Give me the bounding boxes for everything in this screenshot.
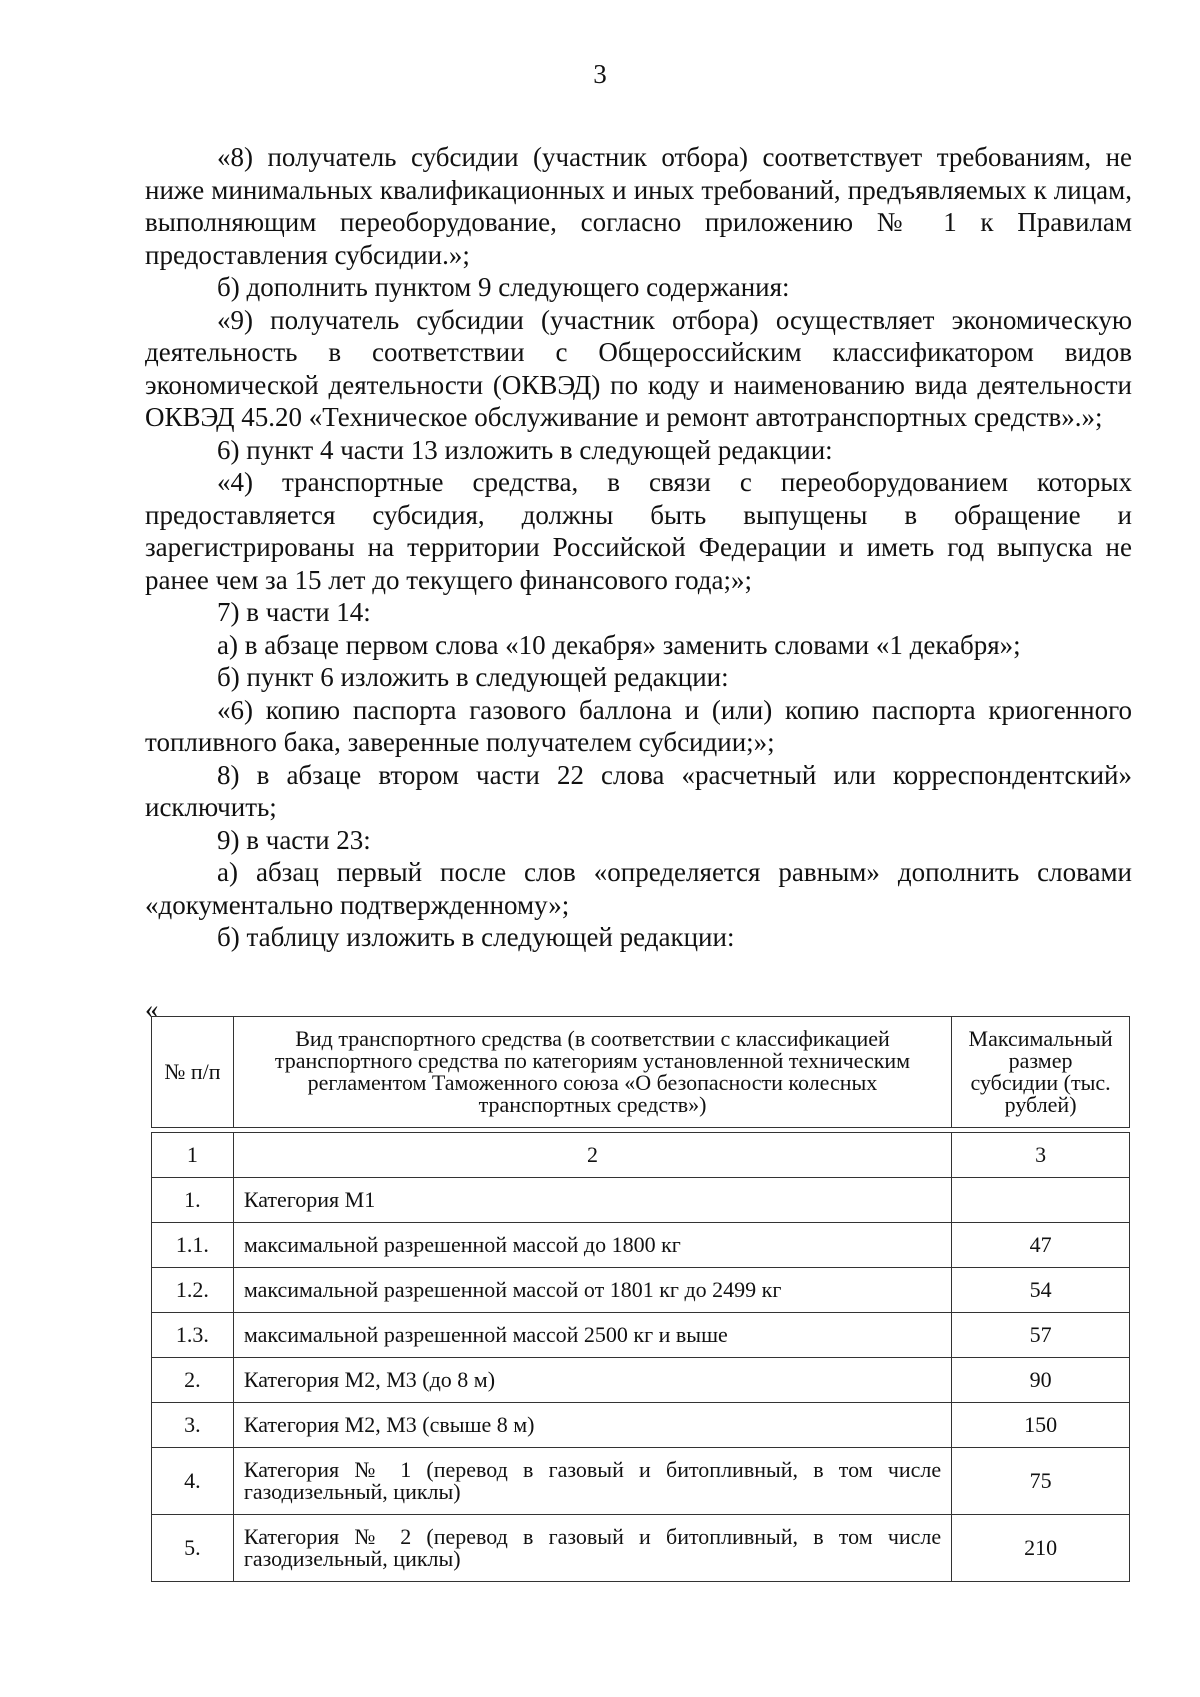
- paragraph: 6) пункт 4 части 13 изложить в следующей редакции:: [217, 434, 833, 465]
- table-row: [152, 1178, 1130, 1223]
- row-vehicle-type: максимальной разрешенной массой до 1800 кг: [233, 1223, 951, 1268]
- column-number-row: [152, 1133, 1130, 1178]
- column-number: 2: [233, 1133, 951, 1178]
- row-number: 3.: [152, 1403, 234, 1448]
- row-amount: 47: [952, 1223, 1130, 1268]
- row-number: 5.: [152, 1515, 234, 1582]
- table-header-row: [152, 1017, 1130, 1128]
- table-row: [152, 1268, 1130, 1313]
- paragraph: «4) транспортные средства, в связи с переоборудованием которых предоставляется субсидия, должны быть выпущены в обращение и зарегистрированы на территории Российской Федерации и иметь год выпуска не ранее чем за 15 лет до текущего финансового года;»;: [145, 467, 1132, 595]
- row-amount: 210: [952, 1515, 1130, 1582]
- body-text: [145, 141, 1132, 954]
- subsidy-table: [151, 1016, 1130, 1582]
- row-number: 4.: [152, 1448, 234, 1515]
- paragraph: 9) в части 23:: [217, 824, 371, 855]
- paragraph: а) абзац первый после слов «определяется равным» дополнить словами «документально подтвержденному»;: [145, 857, 1132, 920]
- row-number: 2.: [152, 1358, 234, 1403]
- row-vehicle-type: Категория № 1 (перевод в газовый и битопливный, в том числе газодизельный, циклы): [233, 1448, 951, 1515]
- row-vehicle-type: Категория М1: [233, 1178, 951, 1223]
- header-vehicle-type: Вид транспортного средства (в соответствии с классификацией транспортного средства по категориям установленной техническим регламентом Таможенного союза «О безопасности колесных транспортных средств»): [233, 1017, 951, 1128]
- row-amount: 75: [952, 1448, 1130, 1515]
- row-amount: 57: [952, 1313, 1130, 1358]
- column-number: 3: [952, 1133, 1130, 1178]
- row-number: 1.: [152, 1178, 234, 1223]
- opening-quote-mark: «: [145, 994, 159, 1024]
- row-amount: 54: [952, 1268, 1130, 1313]
- table-row: [152, 1358, 1130, 1403]
- paragraph: б) пункт 6 изложить в следующей редакции:: [217, 662, 729, 692]
- paragraph: «9) получатель субсидии (участник отбора) осуществляет экономическую деятельность в соответствии с Общероссийским классификатором видов экономической деятельности (ОКВЭД) по коду и наименованию вида деятельности ОКВЭД 45.20 «Техническое обслуживание и ремонт автотранспортных средств».»;: [145, 304, 1132, 432]
- row-vehicle-type: Категория № 2 (перевод в газовый и битопливный, в том числе газодизельный, циклы): [233, 1515, 951, 1582]
- row-vehicle-type: максимальной разрешенной массой 2500 кг и выше: [233, 1313, 951, 1358]
- row-number: 1.3.: [152, 1313, 234, 1358]
- table-row: [152, 1448, 1130, 1515]
- paragraph: б) дополнить пунктом 9 следующего содержания:: [217, 272, 790, 302]
- table-row: [152, 1515, 1130, 1582]
- row-vehicle-type: Категория М2, М3 (до 8 м): [233, 1358, 951, 1403]
- row-number: 1.1.: [152, 1223, 234, 1268]
- paragraph: 7) в части 14:: [217, 597, 371, 627]
- row-vehicle-type: максимальной разрешенной массой от 1801 кг до 2499 кг: [233, 1268, 951, 1313]
- page-number: 3: [593, 59, 607, 89]
- row-amount: 150: [952, 1403, 1130, 1448]
- header-max-subsidy: Максимальный размер субсидии (тыс. рублей): [952, 1017, 1130, 1128]
- row-vehicle-type: Категория М2, М3 (свыше 8 м): [233, 1403, 951, 1448]
- row-amount: [952, 1178, 1130, 1223]
- paragraph: «8) получатель субсидии (участник отбора) соответствует требованиям, не ниже минимальных квалификационных и иных требований, предъявляемых к лицам, выполняющим переоборудование, согласно приложению № 1 к Правилам предоставления субсидии.»;: [145, 142, 1132, 270]
- paragraph: 8) в абзаце втором части 22 слова «расчетный или корреспондентский» исключить;: [145, 759, 1132, 822]
- paragraph: б) таблицу изложить в следующей редакции:: [217, 922, 735, 952]
- paragraph: «6) копию паспорта газового баллона и (или) копию паспорта криогенного топливного бака, заверенные получателем субсидии;»;: [145, 694, 1132, 757]
- row-amount: 90: [952, 1358, 1130, 1403]
- table-row: [152, 1313, 1130, 1358]
- column-number: 1: [152, 1133, 234, 1178]
- row-number: 1.2.: [152, 1268, 234, 1313]
- header-number: № п/п: [152, 1017, 234, 1128]
- table-row: [152, 1223, 1130, 1268]
- paragraph: а) в абзаце первом слова «10 декабря» заменить словами «1 декабря»;: [217, 629, 1021, 660]
- table-row: [152, 1403, 1130, 1448]
